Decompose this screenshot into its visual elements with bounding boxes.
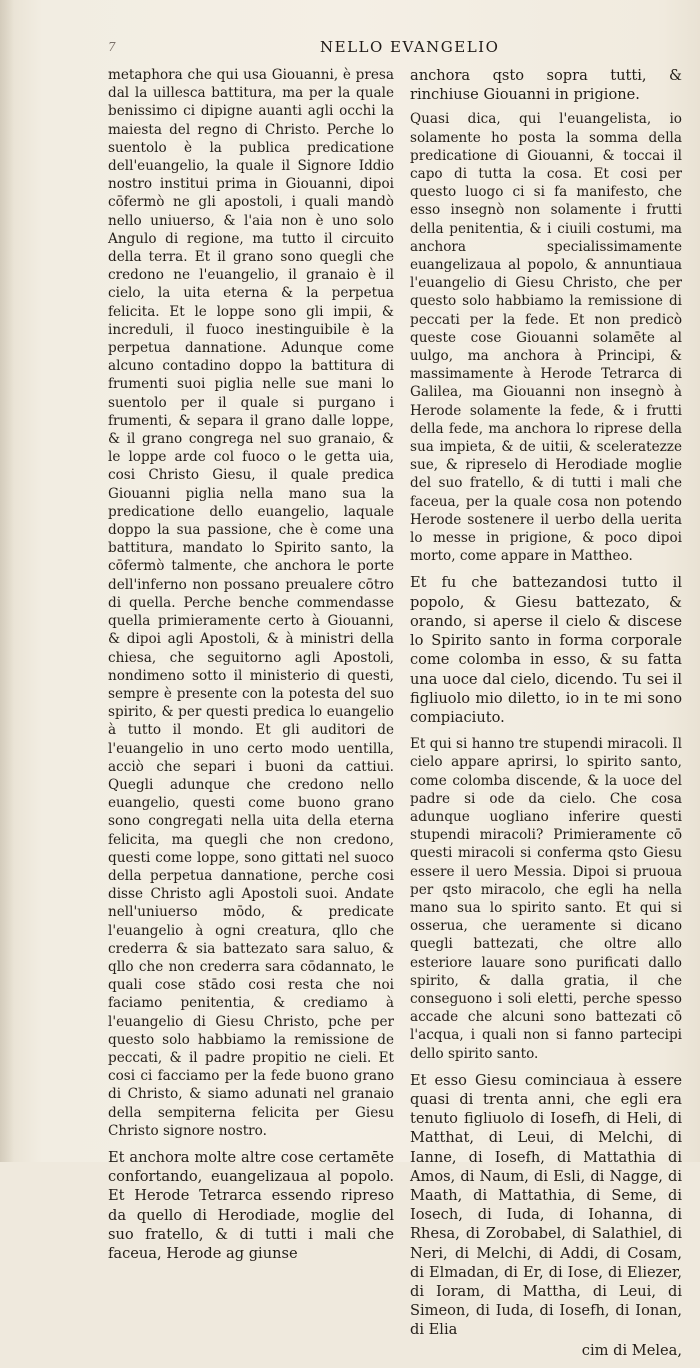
right-column bbox=[410, 66, 682, 1368]
right-paragraph-3: Et fu che battezandosi tutto il popolo, & Giesu battezato, & orando, si aperse il cielo & discese lo Spirito santo in forma corporale come colomba in esso, & su fatta una uoce dal cielo, dicendo. Tu sei il figliuolo mio diletto, io in te mi sono compiaciuto. bbox=[410, 574, 682, 726]
right-paragraph-1: anchora qsto sopra tutti, & rinchiuse Giouanni in prigione. bbox=[410, 67, 682, 104]
right-paragraph-4: Et qui si hanno tre stupendi miracoli. Il cielo appare aprirsi, lo spirito santo, come colomba discende, & la uoce del padre si ode da cielo. Che cosa adunque uogliano inferire questi stupendi miracoli? Primieramente cō questi miracoli si conferma qsto Giesu essere il uero Messia. Dipoi si pruoua per qsto miracolo, che egli ha nella mano sua lo spirito santo. Et qui si osserua, che ueramente si dicano quegli battezati, che oltre allo esteriore lauare sono purificati dallo spirito, & dalla gratia, il che conseguono i soli eletti, perche spesso accade che alcuni sono battezati cō l'acqua, i quali non si fanno partecipi dello spirito santo. bbox=[410, 736, 682, 1062]
right-paragraph-2: Quasi dica, qui l'euangelista, io solamente ho posta la somma della predicatione di Giouanni, & toccai il capo di tutta la cosa. Et cosi per questo luogo ci si fa manifesto, che esso insegnò non solamente i frutti della penitentia, & i ciuili costumi, ma anchora specialissimamente euangelizaua al popolo, & annuntiaua l'euangelio di Giesu Christo, che per questo solo habbiamo la remissione di peccati per la fede. Et non predicò queste cose Giouanni solamēte al uulgo, ma anchora à Principi, & massimamente à Herode Tetrarca di Galilea, ma Giouanni non insegnò à Herode solamente la fede, & i frutti della fede, ma anchora lo riprese della sua impieta, & de uitii, & sceleratezze sue, & ripreselo di Herodiade moglie del suo fratello, & di tutti i mali che faceua, per la quale cosa non potendo Herode sostenere il uerbo della uerita lo messe in prigione, & poco dipoi morto, come appare in Mattheo. bbox=[410, 111, 682, 565]
folio-mark: 7 bbox=[108, 40, 116, 54]
left-column bbox=[108, 66, 394, 1271]
running-head: NELLO EVANGELIO bbox=[320, 38, 500, 56]
left-paragraph-2: Et anchora molte altre cose certamēte confortando, euangelizaua al popolo. Et Herode Tetrarca essendo ripreso da quello di Herodiade, moglie del suo fratello, & di tutti i mali che faceua, Herode ag giunse bbox=[108, 1148, 394, 1262]
right-paragraph-6: cim di Melea, bbox=[581, 1341, 682, 1359]
left-paragraph-1: metaphora che qui usa Giouanni, è presa dal la uillesca battitura, ma per la quale benissimo ci dipigne auanti agli occhi la maiesta del regno di Christo. Perche lo suentolo è la publica predicatione dell'euangelio, la quale il Signore Iddio nostro institui prima in Giouanni, dipoi cōfermò ne gli apostoli, i quali mandò nello uniuerso, & l'aia non è uno solo Angulo di regione, ma tutto il circuito della terra. Et il grano sono quegli che credono ne l'euangelio, il granaio è il cielo, la uita eterna & la perpetua felicita. Et le loppe sono gli impii, & increduli, il fuoco inestinguibile è la perpetua dannatione. Adunque come alcuno contadino doppo la battitura di frumenti suoi piglia nelle sue mani lo suentolo per il quale si purgano i frumenti, & separa il grano dalle loppe, & il grano congrega nel suo granaio, & le loppe arde col fuoco o le getta uia, cosi Christo Giesu, il quale predica Giouanni piglia nella mano sua la predicatione dello euangelio, laquale doppo la sua passione, che è come una battitura, mandato lo Spirito santo, la cōfermò talmente, che anchora le porte dell'inferno non possano preualere cōtro di quella. Perche benche commendasse quella primieramente certo à Giouanni, & dipoi agli Apostoli, & à ministri della chiesa, che seguitorno agli Apostoli, nondimeno sotto il ministerio di questi, sempre è presente con la potesta del suo spirito, & per questi predica lo euangelio à tutto il mondo. Et gli auditori de l'euangelio in uno certo modo uentilla, acciò che separi i buoni da cattiui. Quegli adunque che credono nello euangelio, questi come buono grano sono congregati nella uita della eterna felicita, ma quegli che non credono, questi come loppe, sono gittati nel suoco della perpetua dannatione, perche cosi disse Christo agli Apostoli suoi. Andate nell'uniuerso mōdo, & predicate l'euangelio à ogni creatura, qllo che crederra & sia battezato sara saluo, & qllo che non crederra sara cōdannato, le quali cose stādo cosi resta che noi faciamo penitentia, & crediamo à l'euangelio di Giesu Christo, pche per questo solo habbiamo la remissione de peccati, & il padre propitio ne cieli. Et cosi ci facciamo per la fede buono grano di Christo, & siamo adunati nel granaio della sempiterna felicita per Giesu Christo signore nostro. bbox=[108, 67, 394, 1139]
right-paragraph-5: Et esso Giesu cominciaua à essere quasi di trenta anni, che egli era tenuto figliuolo di Iosefh, di Heli, di Matthat, di Leui, di Melchi, di Ianne, di Iosefh, di Mattathia di Amos, di Naum, di Esli, di Nagge, di Maath, di Mattathia, di Seme, di Iosech, di Iuda, di Iohanna, di Rhesa, di Zorobabel, di Salathiel, di Neri, di Melchi, di Addi, di Cosam, di Elmadan, di Er, di Iose, di Eliezer, di Ioram, di Mattha, di Leui, di Simeon, di Iuda, di Iosefh, di Ionan, di Elia bbox=[410, 1071, 682, 1339]
gutter-shadow bbox=[0, 0, 14, 1162]
